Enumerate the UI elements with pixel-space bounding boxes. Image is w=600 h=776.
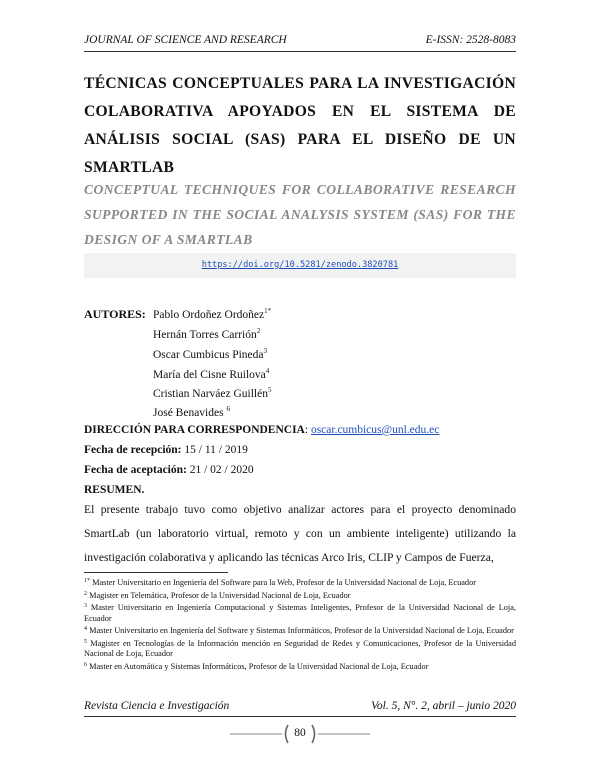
author-name: José Benavides $^6$	[153, 405, 230, 419]
abstract-heading: RESUMEN.	[84, 484, 145, 496]
page-number: 80	[294, 727, 306, 739]
article-subtitle: CONCEPTUAL TECHNIQUES FOR COLLABORATIVE RESEARCH SUPPORTED IN THE SOCIAL ANALYSIS SYSTEM (SAS) FOR THE DESIGN OF A SMARTLAB	[84, 182, 516, 247]
footnote-divider	[84, 572, 228, 573]
running-footer	[84, 702, 516, 717]
author-name: María del Cisne Ruilova$^4$	[153, 367, 270, 381]
received-date: Fecha de recepción: 15 / 11 / 2019	[84, 444, 248, 456]
running-header	[84, 33, 516, 52]
doi-link[interactable]: https://doi.org/10.5281/zenodo.3820781	[201, 260, 399, 270]
author-name: Hernán Torres Carrión$^2$	[153, 327, 261, 341]
header-journal-name: JOURNAL OF SCIENCE AND RESEARCH	[84, 34, 287, 46]
footer-journal-name: Revista Ciencia e Investigación	[84, 700, 230, 712]
footnote: $^6$ Master en Automática y Sistemas Informáticos, Profesor de la Universidad Nacional de Loja, Ecuador	[84, 661, 429, 671]
footnote: $^3$ Master Universitario en Ingeniería Computacional y Sistemas Inteligentes, Profesor de la Universidad Nacional de Loja, Ecuador	[84, 603, 516, 623]
footer-volume: Vol. 5, N°. 2, abril – junio 2020	[371, 700, 516, 712]
footnote: $^{1*}$ Master Universitario en Ingeniería del Software para la Web, Profesor de la Universidad Nacional de Loja, Ecuador	[84, 578, 476, 587]
footnote: $^5$ Magister en Tecnologías de la Información mención en Seguridad de Redes y Comunicaciones, Profesor de la Universidad Nacional de Loja, Ecuador	[84, 638, 516, 658]
article-title: TÉCNICAS CONCEPTUALES PARA LA INVESTIGACIÓN COLABORATIVA APOYADOS EN EL SISTEMA DE ANÁLISIS SOCIAL (SAS) PARA EL DISEÑO DE UN SMARTLAB	[84, 75, 516, 176]
correspondence-email[interactable]: oscar.cumbicus@unl.edu.ec	[310, 424, 440, 436]
author-name: Pablo Ordoñez Ordoñez$^{1*}$	[153, 307, 272, 321]
doi-box	[84, 253, 516, 278]
header-issn: E-ISSN: 2528-8083	[425, 34, 516, 46]
correspondence-label: DIRECCIÓN PARA CORRESPONDENCIA	[84, 424, 305, 436]
abstract-text: El presente trabajo tuvo como objetivo analizar actores para el proyecto denominado SmartLab (un laboratorio virtual, remoto y con un ambiente inteligente) utilizando la investigación colaborativa y aplicando las técnicas Arco Iris, CLIP y Campos de Fuerza,	[84, 503, 516, 564]
author-name: Oscar Cumbicus Pineda$^3$	[153, 347, 268, 361]
footnote: $^2$ Magister en Telemática, Profesor de la Universidad Nacional de Loja, Ecuador	[84, 590, 351, 600]
authors-label: AUTORES:	[84, 307, 146, 321]
correspondence-line: DIRECCIÓN PARA CORRESPONDENCIA: oscar.cumbicus@unl.edu.ec	[84, 424, 440, 436]
author-name: Cristian Narváez Guillén$^5$	[153, 386, 272, 400]
footnotes	[84, 576, 516, 672]
footnote: $^4$ Master Universitario en Ingeniería del Software y Sistemas Informáticos, Profesor de la Universidad Nacional de Loja, Ecuador	[84, 626, 514, 635]
accepted-date: Fecha de aceptación: 21 / 02 / 2020	[84, 464, 254, 476]
